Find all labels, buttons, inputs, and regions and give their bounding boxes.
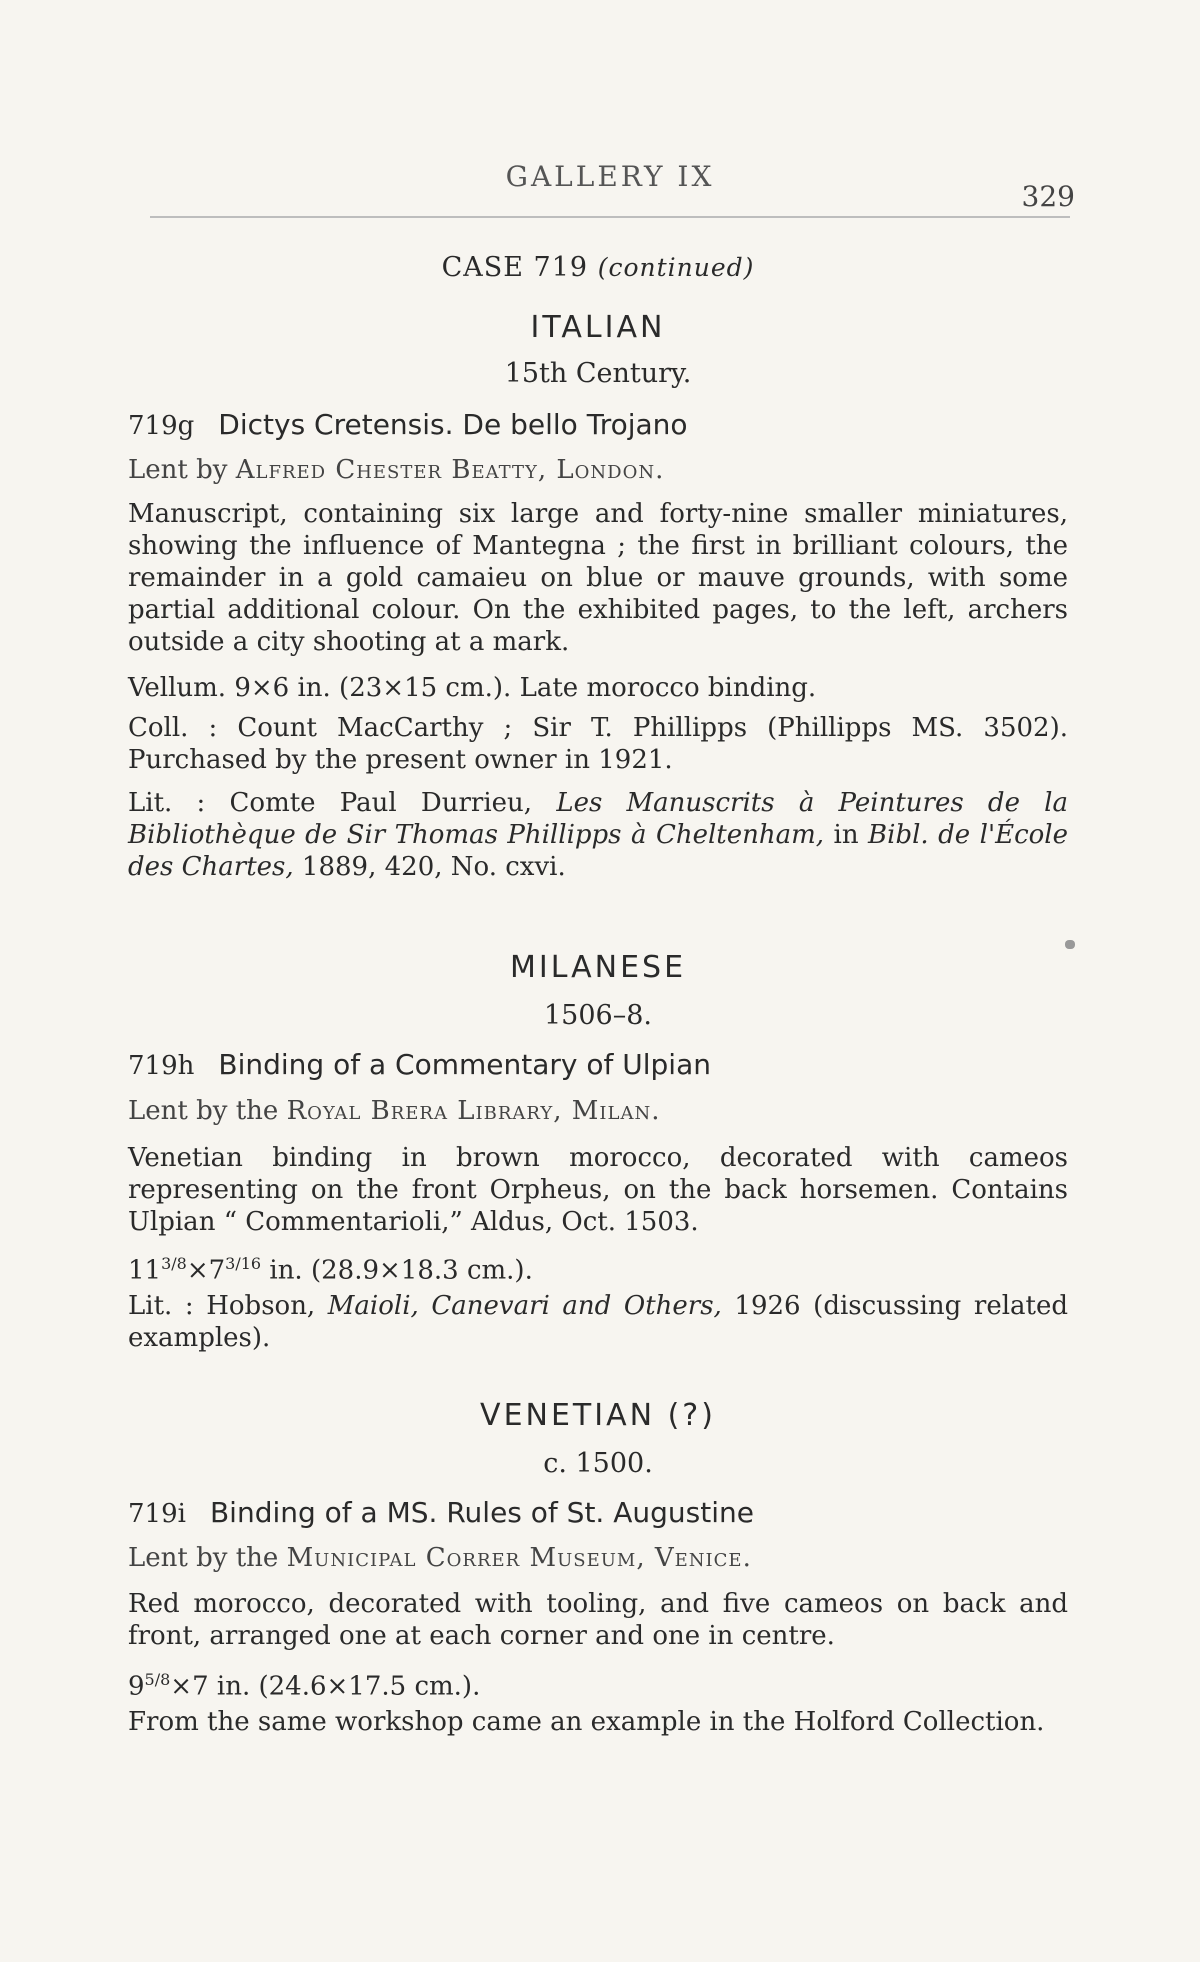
case-label: CASE 719 [441,252,589,283]
entry-dimensions [128,1248,1068,1287]
entry-title: Binding of a Commentary of Ulpian [218,1048,711,1081]
section-date-milanese: 1506–8. [544,1000,652,1031]
lent-prefix: Lent by the [128,1543,279,1573]
dim-fraction-1: 5/8 [144,1670,171,1689]
lit-suffix: 1926 (discussing related examples). [128,1291,1069,1353]
entry-title: Binding of a MS. Rules of St. Augustine [209,1496,754,1529]
lit-prefix: Lit. : Comte Paul Durrieu, [128,788,533,818]
entry-number: 719i [128,1499,186,1529]
entry-number: 719h [128,1051,195,1081]
ink-fleck [1065,940,1075,949]
entry-literature [128,787,1068,883]
dim-fraction-1: 3/8 [161,1254,187,1273]
lit-mid: in [833,820,859,850]
dim-whole-1: 11 [128,1255,162,1286]
case-continued: (continued) [597,253,755,282]
lender-name: Alfred Chester Beatty, London. [235,455,665,485]
lender-line [128,1543,1068,1573]
entry-dimensions: Vellum. 9×6 in. (23×15 cm.). Late morocco binding. [128,673,817,703]
lent-prefix: Lent by the [128,1096,279,1126]
lender-name: Royal Brera Library, Milan. [286,1096,661,1126]
lit-suffix: 1889, 420, No. cxvi. [301,852,566,882]
header-rule [150,216,1070,218]
entry-description: Manuscript, containing six large and forty-nine smaller miniatures, showing the influence of Mantegna ; the first in brilliant colours, the remainder in a gold camaieu on blue or mauve grounds, with some partial additional colour. On the exhibited pages, to the left, archers outside a city shooting at a mark. [128,499,1068,657]
section-title-italian: ITALIAN [530,310,666,345]
lit-title: Maioli, Canevari and Others, [327,1291,722,1321]
dim-rest: ×7 in. (24.6×17.5 cm.). [170,1671,481,1702]
running-head: GALLERY IX [505,160,715,193]
entry-heading-719h [128,1048,1068,1081]
lent-prefix: Lent by [128,455,228,485]
case-line [128,252,1068,283]
entry-description: Red morocco, decorated with tooling, and five cameos on back and front, arranged one at each corner and one in centre. [128,1589,1068,1651]
entry-collection: Coll. : Count MacCarthy ; Sir T. Phillipps (Phillipps MS. 3502). Purchased by the present owner in 1921. [128,713,1068,775]
lender-line [128,455,1068,485]
entry-literature [128,1290,1068,1354]
entry-heading-719i [128,1496,1068,1529]
section-date-venetian: c. 1500. [543,1448,653,1479]
section-title-venetian: VENETIAN (?) [480,1398,716,1433]
page-number: 329 [1021,180,1075,213]
dim-rest: in. (28.9×18.3 cm.). [269,1255,533,1286]
entry-description: Venetian binding in brown morocco, decorated with cameos representing on the front Orpheus, on the back horsemen. Contains Ulpian “ Commentarioli,” Aldus, Oct. 1503. [128,1143,1068,1237]
section-title-milanese: MILANESE [509,950,687,985]
dim-whole-2: ×7 [186,1255,226,1286]
dim-whole-1: 9 [128,1671,145,1702]
lender-name: Municipal Correr Museum, Venice. [286,1543,752,1573]
entry-title: Dictys Cretensis. De bello Trojano [218,408,688,441]
section-date-italian: 15th Century. [504,358,692,389]
dim-fraction-2: 3/16 [225,1254,262,1273]
entry-number: 719g [128,411,195,441]
lender-line [128,1096,1068,1126]
entry-dimensions [128,1664,1068,1703]
lit-journal: Bibl. de l'École des Chartes, [128,820,1068,882]
lit-title: Les Manuscrits à Peintures de la Bibliothèque de Sir Thomas Phillipps à Cheltenham, [128,788,1068,850]
lit-prefix: Lit. : Hobson, [128,1291,316,1321]
entry-note: From the same workshop came an example in the Holford Collection. [128,1707,1045,1737]
entry-heading-719g [128,408,1068,441]
